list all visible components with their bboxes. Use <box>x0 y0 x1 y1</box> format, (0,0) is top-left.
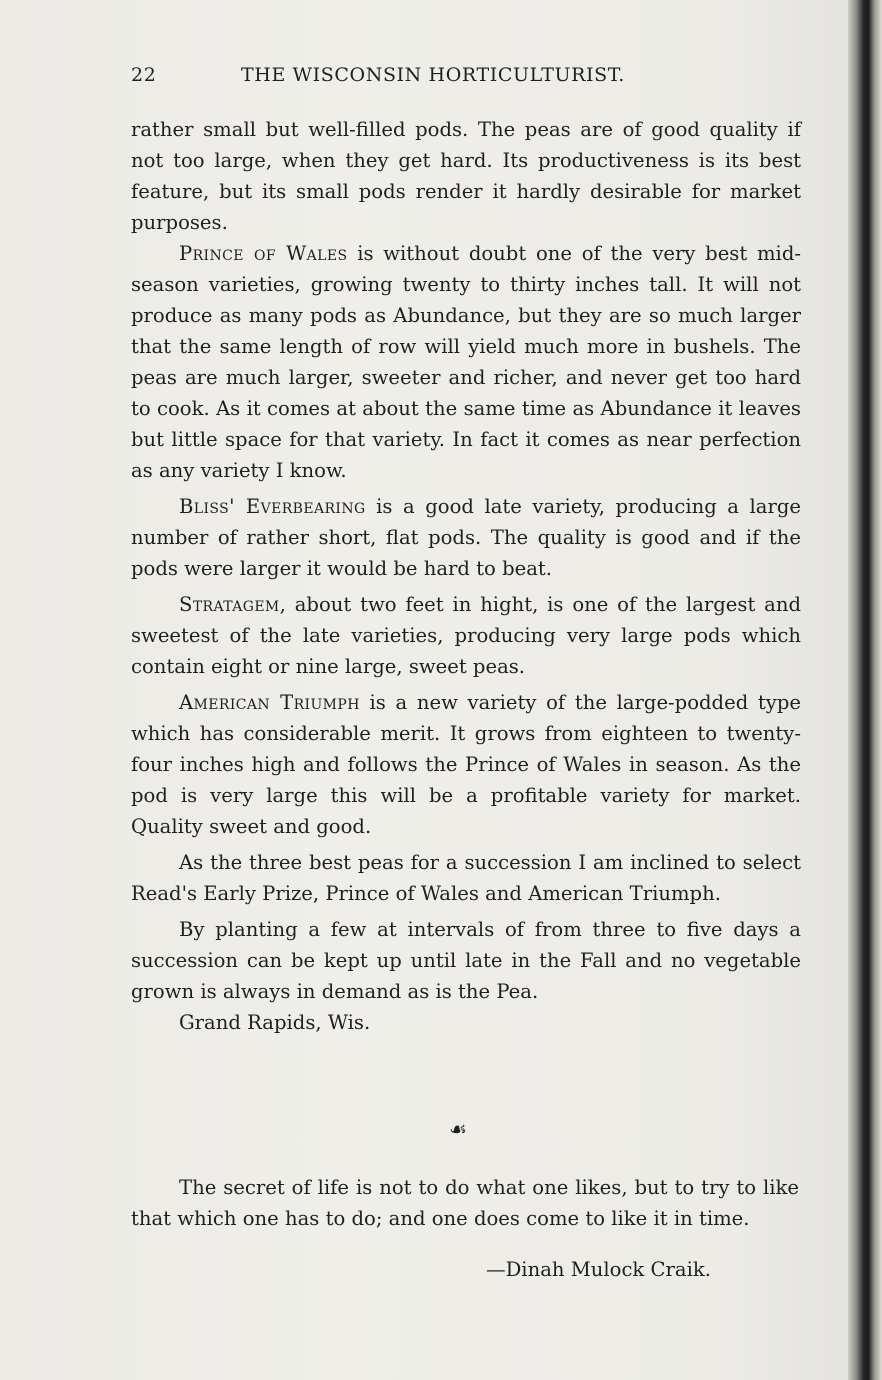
paragraph-bliss-everbearing <box>131 491 801 584</box>
paragraph-continuation <box>131 114 801 238</box>
paragraph-text: , about two feet in hight, is one of the largest and sweetest of the late varieties, producing very large pods which contain eight or nine large, sweet peas. <box>131 593 801 678</box>
paragraph-best-peas <box>131 847 801 909</box>
variety-name: Bliss' Everbearing <box>179 495 366 518</box>
paragraph-succession <box>131 914 801 1007</box>
quote-text: The secret of life is not to do what one likes, but to try to like that which one has to do; and one does come to like it in time. <box>131 1176 799 1230</box>
page-header <box>131 64 691 94</box>
variety-name: Stratagem <box>179 593 280 616</box>
paragraph-text: Grand Rapids, Wis. <box>179 1011 371 1034</box>
signature-location <box>131 1007 801 1038</box>
ornament-icon: ☙ <box>449 1117 467 1141</box>
paragraph-text: is a new variety of the large-podded type which has considerable merit. It grows from eighteen to twenty-four inches high and follows the Prince of Wales in season. As the pod is very large this will be a profitable variety for market. Quality sweet and good. <box>131 691 801 838</box>
paragraph-text: As the three best peas for a succession I am inclined to select Read's Early Prize, Prince of Wales and American Triumph. <box>131 851 801 905</box>
paragraph-text: is without doubt one of the very best mid-season varieties, growing twenty to thirty inches tall. It will not produce as many pods as Abundance, but they are so much larger that the same length of row will yield much more in bushels. The peas are much larger, sweeter and richer, and never get too hard to cook. As it comes at about the same time as Abundance it leaves but little space for that variety. In fact it comes as near perfection as any variety I know. <box>131 242 801 482</box>
variety-name: American Triumph <box>179 691 360 714</box>
paragraph-text: By planting a few at intervals of from three to five days a succession can be kept up until late in the Fall and no vegetable grown is always in demand as is the Pea. <box>131 918 801 1003</box>
paragraph-text: rather small but well-filled pods. The peas are of good quality if not too large, when they get hard. Its productiveness is its best feature, but its small pods render it hardly desirable for market purposes. <box>131 118 801 234</box>
page-number: 22 <box>131 64 157 86</box>
paragraph-text: is a good late variety, producing a large number of rather short, flat pods. The quality is good and if the pods were larger it would be hard to beat. <box>131 495 801 580</box>
paragraph-prince-of-wales <box>131 238 801 486</box>
book-spine <box>848 0 882 1380</box>
quote-block <box>131 1172 799 1234</box>
paragraph-american-triumph <box>131 687 801 842</box>
running-title: THE WISCONSIN HORTICULTURIST. <box>241 64 625 86</box>
variety-name: Prince of Wales <box>179 242 348 265</box>
paragraph-stratagem <box>131 589 801 682</box>
quote-attribution: —Dinah Mulock Craik. <box>486 1258 711 1281</box>
body-text <box>131 114 801 1038</box>
